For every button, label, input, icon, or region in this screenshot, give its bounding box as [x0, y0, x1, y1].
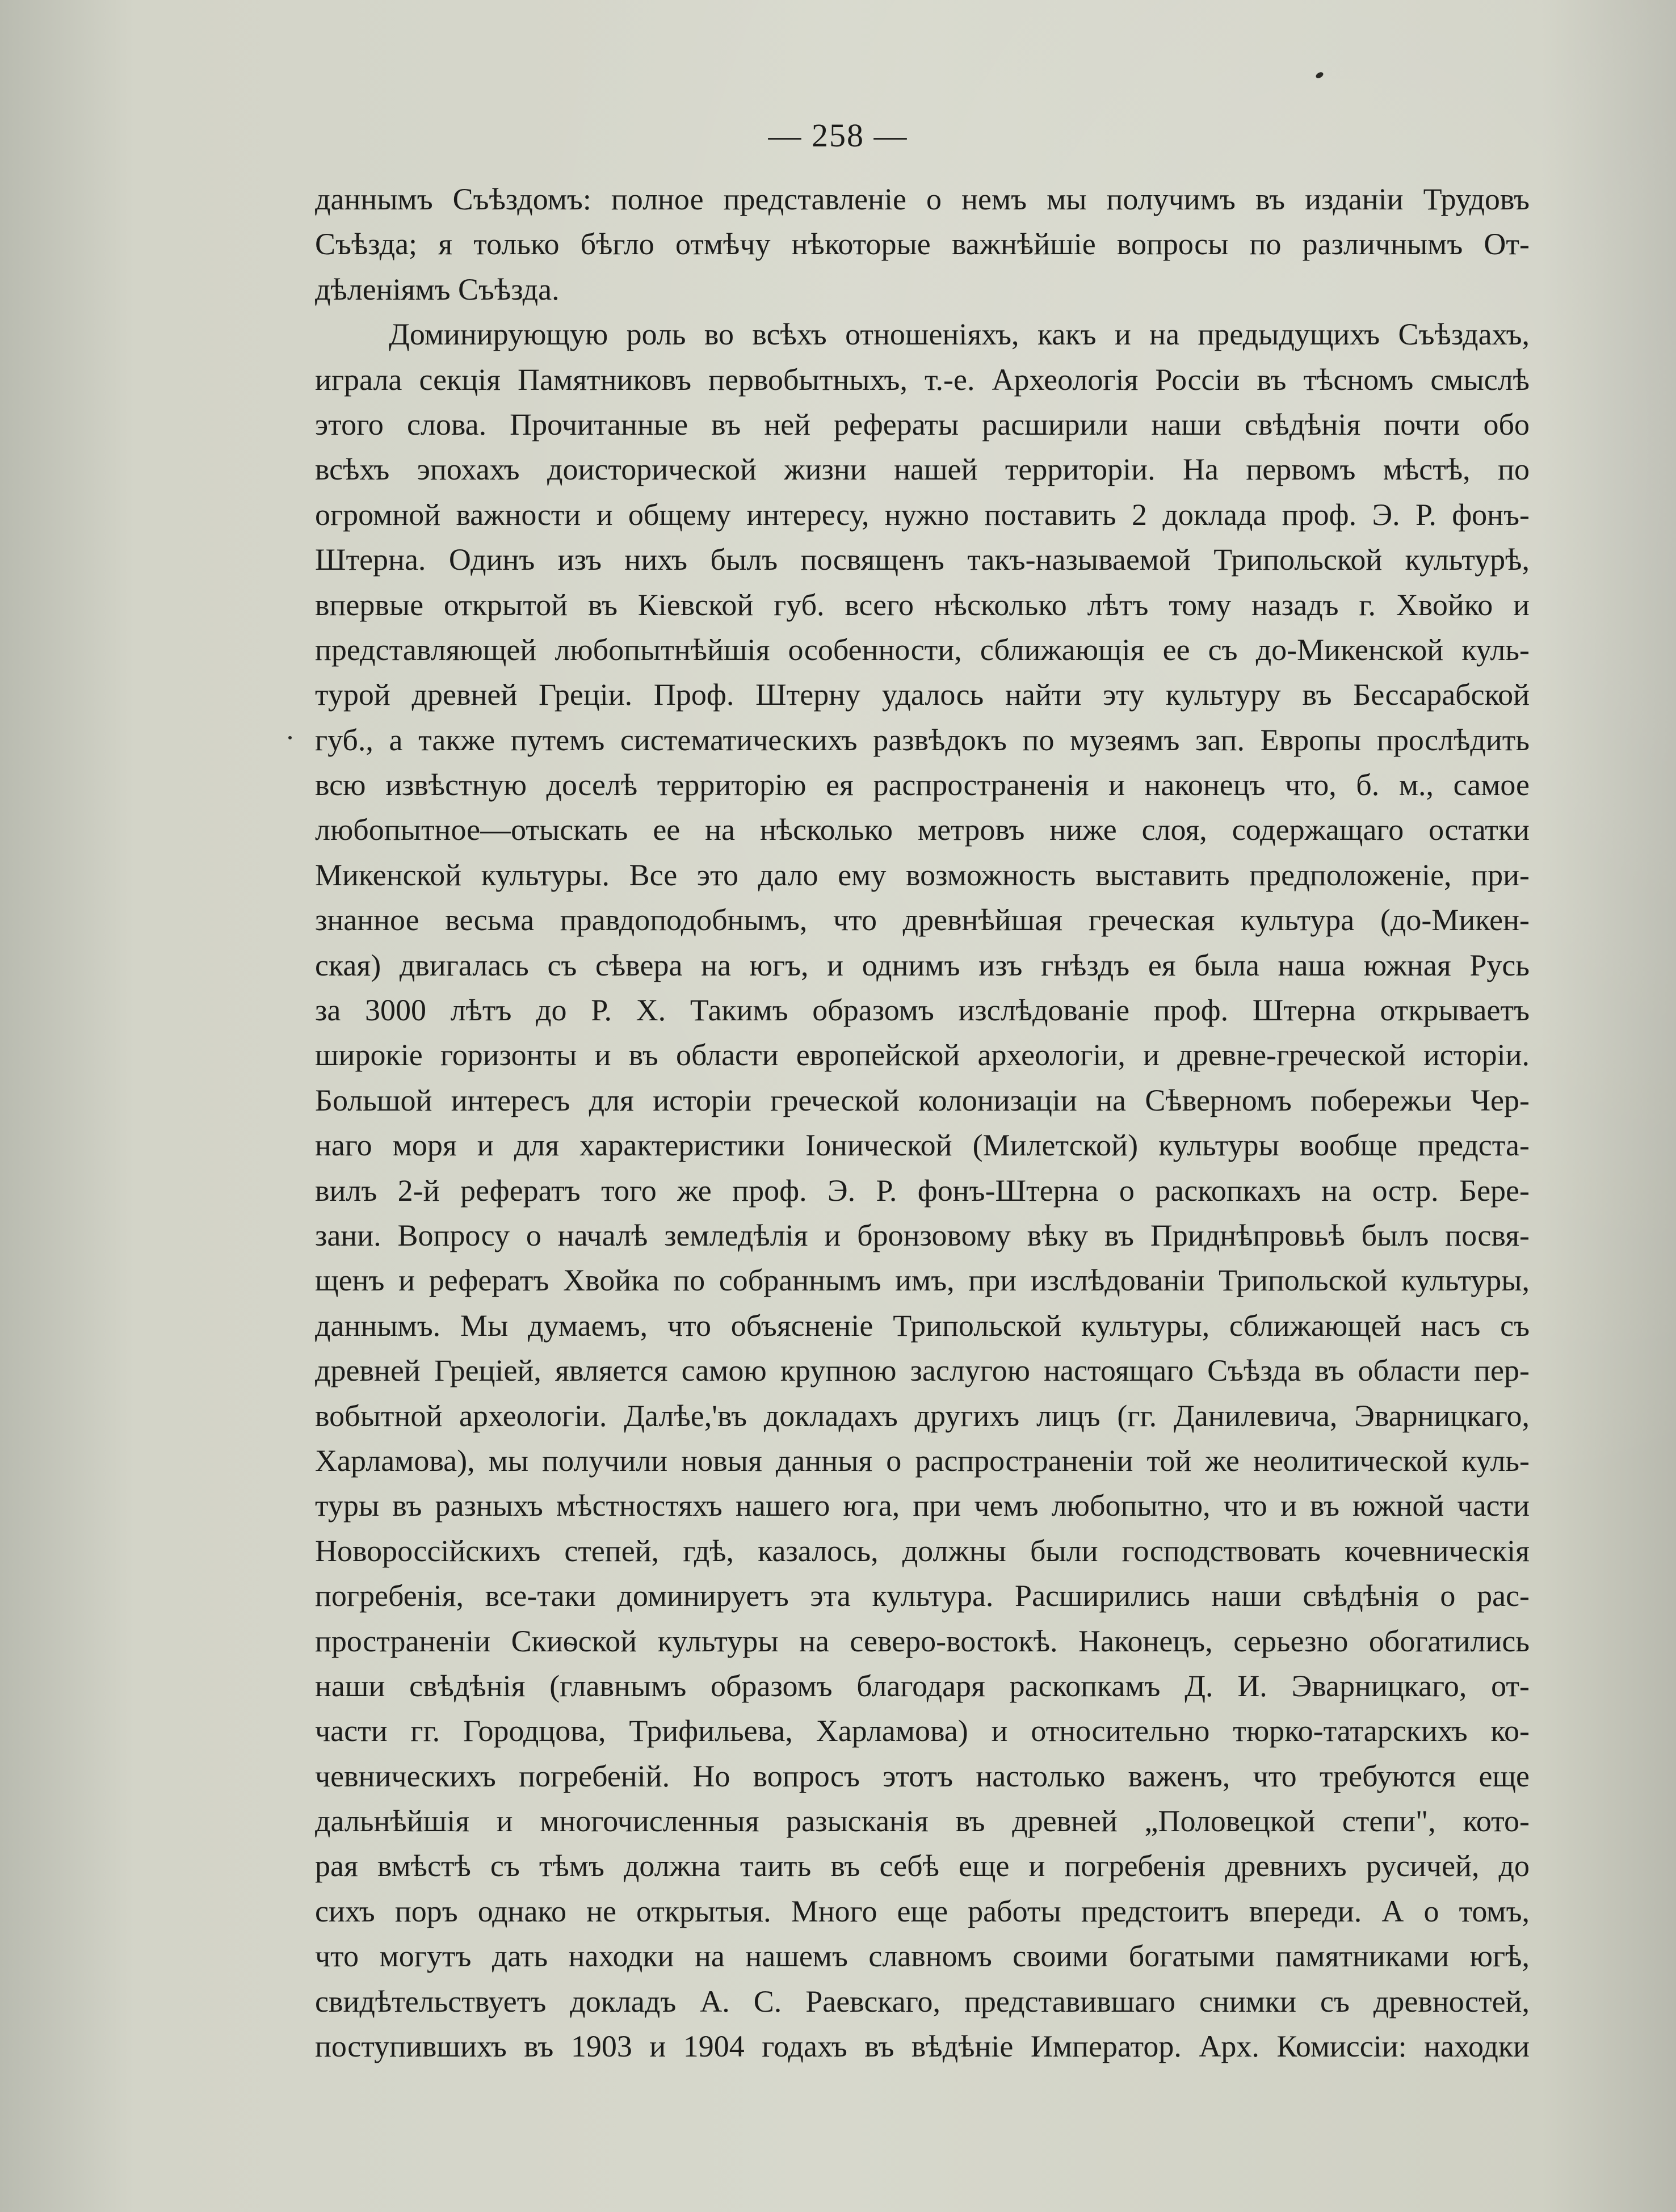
- page-number: — 258 —: [768, 117, 908, 154]
- text-line: Микенской культуры. Все это дало ему возможность выставить предположеніе, при-: [315, 857, 1530, 892]
- body-text: [315, 177, 1530, 2069]
- text-line: впервые открытой въ Кіевской губ. всего нѣсколько лѣтъ тому назадъ г. Хвойко и: [315, 587, 1530, 622]
- text-line: щенъ и рефератъ Хвойка по собраннымъ имъ, при изслѣдованіи Трипольской культуры,: [315, 1263, 1530, 1298]
- text-line: широкіе горизонты и въ области европейской археологіи, и древне-греческой исторіи.: [315, 1038, 1530, 1073]
- text-line: Штерна. Одинъ изъ нихъ былъ посвященъ такъ-называемой Трипольской культурѣ,: [315, 543, 1530, 577]
- text-line: даннымъ Съѣздомъ: полное представленіе о немъ мы получимъ въ изданіи Трудовъ: [315, 182, 1530, 216]
- text-line: поступившихъ въ 1903 и 1904 годахъ въ вѣдѣніе Император. Арх. Комиссіи: находки: [315, 2029, 1530, 2064]
- text-line: Доминирующую роль во всѣхъ отношеніяхъ, какъ и на предыдущихъ Съѣздахъ,: [389, 317, 1530, 352]
- text-line: туры въ разныхъ мѣстностяхъ нашего юга, при чемъ любопытно, что и въ южной части: [315, 1488, 1530, 1523]
- text-line: пространеніи Скиѳской культуры на северо-востокѣ. Наконецъ, серьезно обогатились: [315, 1624, 1530, 1658]
- text-line: рая вмѣстѣ съ тѣмъ должна таить въ себѣ еще и погребенія древнихъ русичей, до: [315, 1849, 1530, 1883]
- text-line: древней Греціей, является самою крупною заслугою настоящаго Съѣзда въ области пер-: [315, 1353, 1530, 1388]
- text-line: зани. Вопросу о началѣ земледѣлія и бронзовому вѣку въ Приднѣпровьѣ былъ посвя-: [315, 1218, 1530, 1252]
- text-line: представляющей любопытнѣйшія особенности, сближающія ее съ до-Микенской куль-: [315, 632, 1530, 667]
- text-line: дѣленіямъ Съѣзда.: [315, 272, 560, 306]
- text-line: любопытное—отыскать ее на нѣсколько метровъ ниже слоя, содержащаго остатки: [315, 813, 1530, 847]
- text-line: чевническихъ погребеній. Но вопросъ этотъ настолько важенъ, что требуются еще: [315, 1759, 1530, 1793]
- text-line: ская) двигалась съ сѣвера на югъ, и однимъ изъ гнѣздъ ея была наша южная Русь: [315, 948, 1530, 982]
- text-line: даннымъ. Мы думаемъ, что объясненіе Трипольской культуры, сближающей насъ съ: [315, 1308, 1530, 1343]
- text-line: Съѣзда; я только бѣгло отмѣчу нѣкоторые важнѣйшіе вопросы по различнымъ От-: [315, 227, 1530, 262]
- ink-speck: [288, 736, 292, 739]
- text-line: что могутъ дать находки на нашемъ славномъ своими богатыми памятниками югѣ,: [315, 1939, 1530, 1974]
- text-line: наши свѣдѣнія (главнымъ образомъ благодаря раскопкамъ Д. И. Эварницкаго, от-: [315, 1668, 1530, 1703]
- text-line: дальнѣйшія и многочисленныя разысканія въ древней „Половецкой степи", кото-: [315, 1804, 1530, 1839]
- text-line: всѣхъ эпохахъ доисторической жизни нашей территоріи. На первомъ мѣстѣ, по: [315, 452, 1530, 487]
- text-line: части гг. Городцова, Трифильева, Харламова) и относительно тюрко-татарскихъ ко-: [315, 1714, 1530, 1748]
- text-line: за 3000 лѣтъ до Р. Х. Такимъ образомъ изслѣдованіе проф. Штерна открываетъ: [315, 993, 1530, 1028]
- text-line: сихъ поръ однако не открытыя. Много еще работы предстоитъ впереди. А о томъ,: [315, 1894, 1530, 1928]
- text-line: этого слова. Прочитанные въ ней рефераты расширили наши свѣдѣнія почти обо: [315, 407, 1530, 441]
- text-line: наго моря и для характеристики Іонической (Милетской) культуры вообще предста-: [315, 1128, 1530, 1163]
- text-line: играла секція Памятниковъ первобытныхъ, т.-е. Археологія Россіи въ тѣсномъ смыслѣ: [315, 362, 1530, 397]
- text-line: губ., а также путемъ систематическихъ развѣдокъ по музеямъ зап. Европы прослѣдить: [315, 722, 1530, 757]
- ink-speck: [1315, 71, 1325, 79]
- text-line: вилъ 2-й рефератъ того же проф. Э. Р. фонъ-Штерна о раскопкахъ на остр. Бере-: [315, 1173, 1530, 1208]
- text-line: турой древней Греціи. Проф. Штерну удалось найти эту культуру въ Бессарабской: [315, 678, 1530, 712]
- text-line: Харламова), мы получили новыя данныя о распространеніи той же неолитической куль-: [315, 1443, 1530, 1478]
- text-line: знанное весьма правдоподобнымъ, что древнѣйшая греческая культура (до-Микен-: [315, 903, 1530, 937]
- text-line: погребенія, все-таки доминируетъ эта культура. Расширились наши свѣдѣнія о рас-: [315, 1579, 1530, 1613]
- text-line: Новороссійскихъ степей, гдѣ, казалось, должны были господствовать кочевническія: [315, 1533, 1530, 1568]
- text-line: Большой интересъ для исторіи греческой колонизаціи на Сѣверномъ побережьи Чер-: [315, 1083, 1530, 1117]
- text-line: всю извѣстную доселѣ территорію ея распространенія и наконецъ что, б. м., самое: [315, 768, 1530, 802]
- text-line: свидѣтельствуетъ докладъ А. С. Раевскаго, представившаго снимки съ древностей,: [315, 1984, 1530, 2018]
- text-line: вобытной археологіи. Далѣе,'въ докладахъ другихъ лицъ (гг. Данилевича, Эварницкаго,: [315, 1398, 1530, 1433]
- text-line: огромной важности и общему интересу, нужно поставить 2 доклада проф. Э. Р. фонъ-: [315, 497, 1530, 532]
